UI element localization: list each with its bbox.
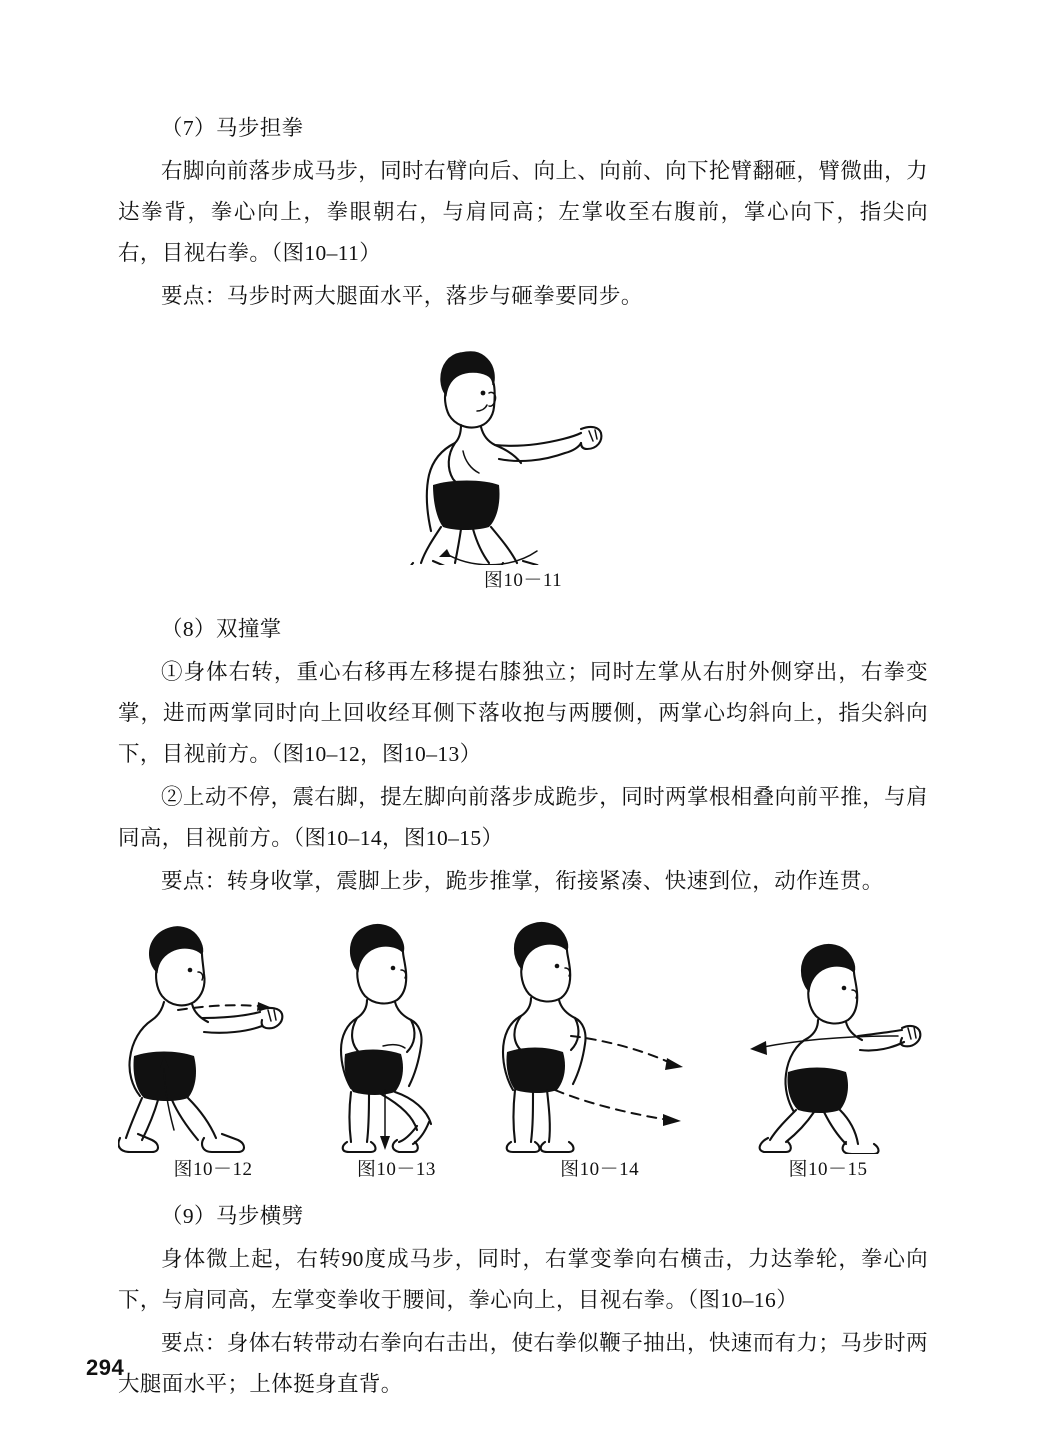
section-9-heading: （9）马步横劈 xyxy=(161,1204,304,1228)
section-8-key-point: 要点：转身收掌，震脚上步，跪步推掌，衔接紧凑、快速到位，动作连贯。 xyxy=(161,869,884,893)
page-content xyxy=(118,108,928,1407)
figure-row-10-12-to-10-15 xyxy=(118,914,928,1184)
figure-row-10-11 xyxy=(118,335,928,595)
section-8-body-1: ①身体右转，重心右移再左移提右膝独立；同时左掌从右肘外侧穿出，右拳变掌，进而两掌同时向上回收经耳侧下落收抱与两腰侧，两掌心均斜向上，指尖斜向下，目视前方。（图10–12，图10–13） xyxy=(118,660,928,766)
section-9-key-point: 要点：身体右转带动右拳向右击出，使右拳似鞭子抽出，快速而有力；马步时两大腿面水平；上体挺身直背。 xyxy=(118,1331,928,1396)
section-7-body: 右脚向前落步成马步，同时右臂向后、向上、向前、向下抡臂翻砸，臂微曲，力达拳背，拳心向上，拳眼朝右，与肩同高；左掌收至右腹前，掌心向下，指尖向右，目视右拳。（图10–11） xyxy=(118,159,928,265)
figure-10-15-caption: 图10－15 xyxy=(788,1159,868,1180)
figure-10-11 xyxy=(403,335,643,595)
figure-10-11-image xyxy=(403,335,643,565)
figure-10-13 xyxy=(321,914,471,1184)
section-7-key-point: 要点：马步时两大腿面水平，落步与砸拳要同步。 xyxy=(161,284,643,308)
figure-10-14 xyxy=(485,914,715,1184)
figure-10-12-caption: 图10－12 xyxy=(173,1159,253,1180)
figure-10-12 xyxy=(118,914,308,1184)
section-7-heading: （7）马步担拳 xyxy=(161,116,304,140)
figure-10-13-image xyxy=(321,914,471,1154)
page-number: 294 xyxy=(86,1355,125,1380)
figure-10-14-image xyxy=(485,914,715,1154)
figure-10-14-caption: 图10－14 xyxy=(560,1159,640,1180)
figure-10-13-caption: 图10－13 xyxy=(356,1159,436,1180)
figure-10-15 xyxy=(728,914,928,1184)
section-8-body-2: ②上动不停，震右脚，提左脚向前落步成跪步，同时两掌根相叠向前平推，与肩同高，目视前方。（图10–14，图10–15） xyxy=(118,785,928,850)
figure-10-12-image xyxy=(118,914,308,1154)
section-9-body: 身体微上起，右转90度成马步，同时，右掌变拳向右横击，力达拳轮，拳心向下，与肩同高，左掌变拳收于腰间，拳心向上，目视右拳。（图10–16） xyxy=(118,1247,928,1312)
section-8-heading: （8）双撞掌 xyxy=(161,617,282,641)
figure-10-15-image xyxy=(728,914,928,1154)
figure-10-11-caption: 图10－11 xyxy=(483,570,563,591)
